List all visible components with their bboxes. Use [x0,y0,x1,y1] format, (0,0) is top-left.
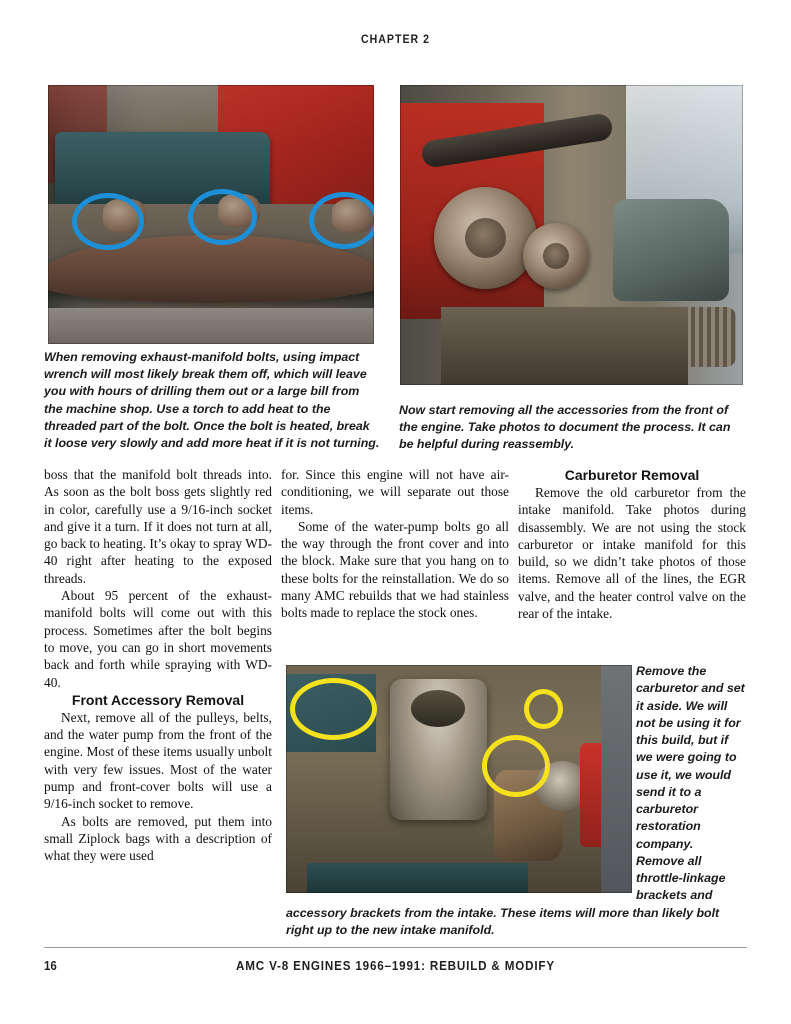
exhaust-manifold-caption: When removing exhaust-manifold bolts, using impact wrench will most likely break them off, which will leave you with hours of drilling them out or a large bill from the machine shop. Use a torch to add heat to the threaded part of the bolt. Once the bolt is heated, break it loose very slowly and add more heat if it is not turning. [44,350,380,451]
paragraph: As bolts are removed, put them into small Ziplock bags with a description of what they were used [44,813,272,864]
paragraph: Some of the water-pump bolts go all the way through the front cover and into the block. Make sure that you hang on to these bolts for the reinstallation. We do so many AMC rebuilds that we had stainless bolts made to replace the stock ones. [281,518,509,621]
carburetor-caption-text: Remove the carburetor and set it aside. We will not be using it for this build, but if we were going to use it, we would send it to a carburetor restoration company. Remove all throttle-linkage brackets and accessory brackets from the intake. These items will more than likely bolt right up to the new intake manifold. [286,664,745,937]
engine-front-photo [400,85,743,385]
shop-floor [48,308,374,344]
body-column-2 [281,466,509,622]
engine-front-caption: Now start removing all the accessories from the front of the engine. Take photos to document the process. It can be helpful during reassembly. [399,403,731,452]
subhead-front-accessory-removal: Front Accessory Removal [71,691,245,708]
running-head-chapter: CHAPTER 2 [360,34,431,46]
accessory-pulley [523,223,588,289]
exhaust-manifold-photo [48,85,374,344]
subhead-carburetor-removal: Carburetor Removal [564,467,700,483]
intake-manifold [613,199,730,301]
caption-photo-wrap-spacer [286,663,636,895]
annotation-ellipse-blue-1 [72,193,144,250]
annotation-ellipse-blue-3 [309,192,374,249]
book-title-footer: AMC V-8 ENGINES 1966–1991: REBUILD & MODIFY [236,959,555,973]
carburetor-caption [286,663,745,939]
body-column-1 [44,466,272,865]
crank-pulley [434,187,537,289]
paragraph: boss that the manifold bolt threads into. As soon as the bolt boss gets slightly red in color, carefully use a 9/16-inch socket and give it a turn. If it does not turn at all, go back to heating. It’s okay to spray WD-40 right after heating to the exposed threads. [44,467,272,586]
paragraph: Next, remove all of the pulleys, belts, and the water pump from the front of the engine. Most of these items usually unbolt with very few issues. Most of the water pump and front-cover bolts will use a 9/16-inch socket to remove. [44,709,272,812]
paragraph: About 95 percent of the exhaust-manifold bolts will come out with this process. Sometimes after the bolt begins to move, you can go in short movements back and forth while spraying with WD-40. [44,588,272,690]
paragraph: for. Since this engine will not have air-conditioning, we will separate out those items. [281,467,509,517]
engine-block [441,307,688,385]
body-column-3 [518,466,746,622]
page-number: 16 [44,959,57,973]
footer-divider [44,947,747,948]
paragraph: Remove the old carburetor from the intake manifold. Take photos during disassembly. We are not using the stock carburetor or intake manifold for this build, so we didn’t take photos of those items. Remove all of the lines, the EGR valve, and the heater control valve on the rear of the intake. [518,485,746,622]
annotation-ellipse-blue-2 [188,189,257,245]
